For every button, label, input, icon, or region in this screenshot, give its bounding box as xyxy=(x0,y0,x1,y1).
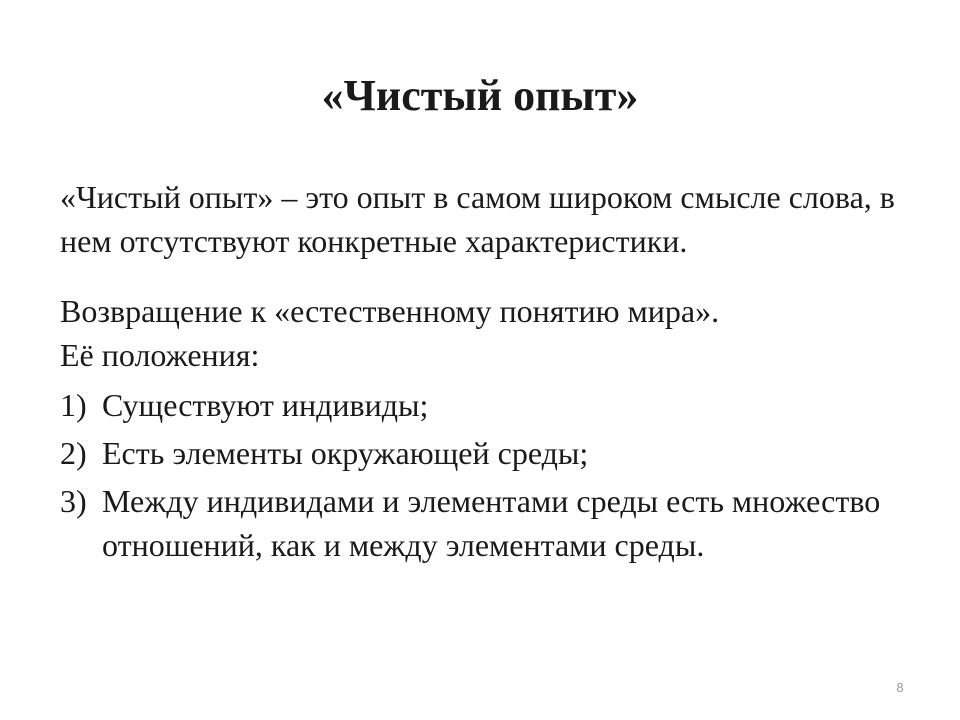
list-item-text: Существуют индивиды; xyxy=(102,387,429,423)
return-paragraph: Возвращение к «естественному понятию мира». xyxy=(60,293,720,329)
list-item xyxy=(60,431,920,475)
page-number: 8 xyxy=(896,680,904,695)
positions-heading: Её положения: xyxy=(60,337,260,373)
list-item-text: Есть элементы окружающей среды; xyxy=(102,435,589,471)
list-item-number: 2) xyxy=(60,435,87,471)
definition-paragraph: «Чистый опыт» – это опыт в самом широком смысле слова, в нем отсутствуют конкретные характеристики. xyxy=(60,179,895,259)
list-item-text: Между индивидами и элементами среды есть множество отношений, как и между элементами среды. xyxy=(102,483,881,563)
slide-body xyxy=(60,175,920,571)
list-item xyxy=(60,383,920,427)
list-item-number: 1) xyxy=(60,387,87,423)
paragraph-spacer xyxy=(60,263,920,289)
list-item-number: 3) xyxy=(60,483,87,519)
positions-list xyxy=(60,383,920,567)
list-item xyxy=(60,479,920,567)
slide-title: «Чистый опыт» xyxy=(321,71,639,120)
